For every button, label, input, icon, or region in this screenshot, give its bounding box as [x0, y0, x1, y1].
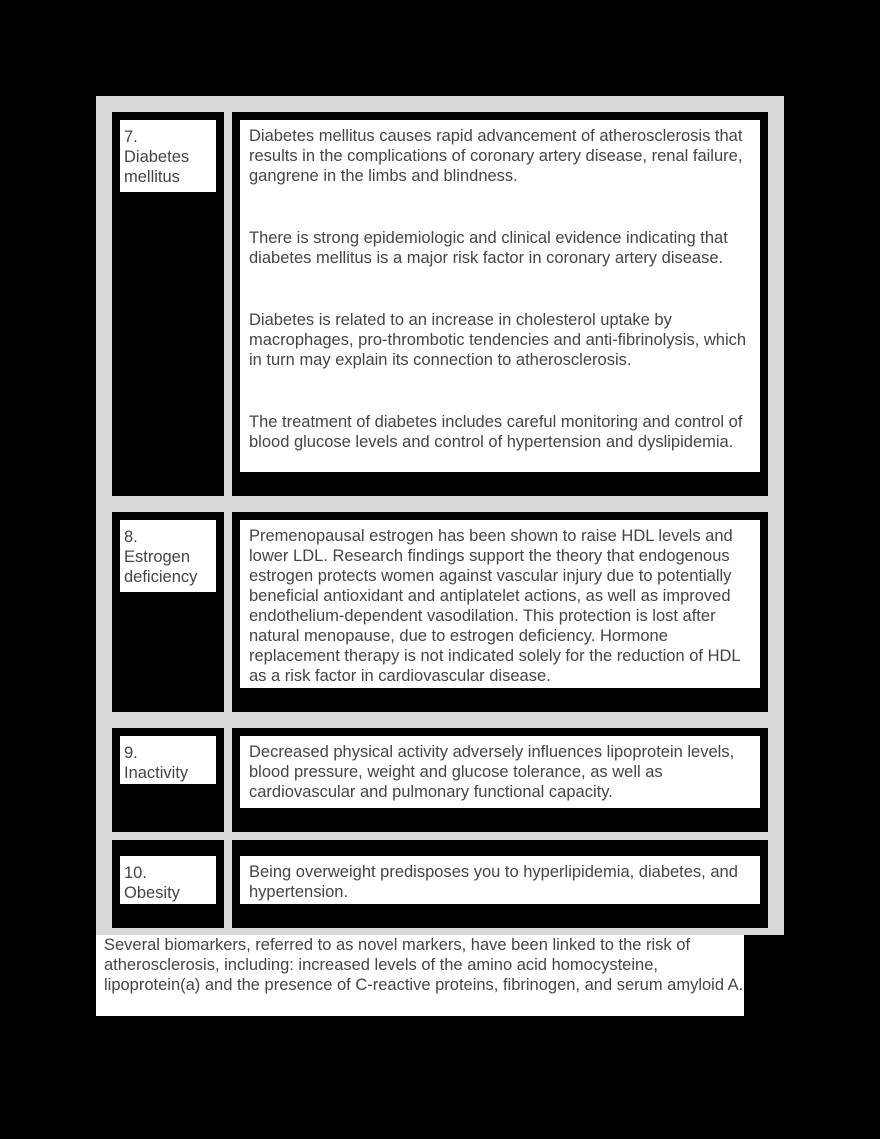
row-9-number: 9.	[124, 744, 138, 762]
row-10-content	[240, 856, 760, 904]
row-7-label	[120, 120, 216, 192]
row-10-number: 10.	[124, 864, 147, 882]
row-8-title-line-1: Estrogen	[124, 548, 191, 566]
row-9-label	[120, 736, 216, 784]
row-7-title-line-2: mellitus	[124, 168, 180, 186]
row-8-label	[120, 520, 216, 592]
row-10-label	[120, 856, 216, 904]
row-7-number: 7.	[124, 128, 138, 146]
row-10-paragraph: Being overweight predisposes you to hyperlipidemia, diabetes, and hypertension.	[249, 863, 738, 901]
row-9-content	[240, 736, 760, 808]
row-8-title-line-2: deficiency	[124, 568, 198, 586]
row-7-content	[240, 120, 760, 472]
novel-markers-note	[96, 935, 744, 1016]
row-7-paragraph: The treatment of diabetes includes careful monitoring and control of blood glucose levels and control of hypertension and dyslipidemia.	[249, 413, 743, 451]
row-7-paragraph: Diabetes is related to an increase in cholesterol uptake by macrophages, pro-thrombotic tendencies and anti-fibrinolysis, which in turn may explain its connection to atherosclerosis.	[249, 311, 747, 369]
row-9-title-line-1: Inactivity	[124, 764, 189, 782]
row-10-title-line-1: Obesity	[124, 884, 180, 902]
row-8-paragraph: Premenopausal estrogen has been shown to raise HDL levels and lower LDL. Research findings support the theory that endogenous estrogen protects women against vascular injury due to potentially beneficial antioxidant and antiplatelet actions, as well as improved endothelium-dependent vasodilation. This protection is lost after natural menopause, due to estrogen deficiency. Hormone replacement therapy is not indicated solely for the reduction of HDL as a risk factor in cardiovascular disease.	[249, 527, 740, 685]
row-7-paragraph: There is strong epidemiologic and clinical evidence indicating that diabetes mellitus is a major risk factor in coronary artery disease.	[249, 229, 728, 267]
row-9-paragraph: Decreased physical activity adversely influences lipoprotein levels, blood pressure, weight and glucose tolerance, as well as cardiovascular and pulmonary functional capacity.	[249, 743, 735, 801]
row-7-paragraph: Diabetes mellitus causes rapid advancement of atherosclerosis that results in the complications of coronary artery disease, renal failure, gangrene in the limbs and blindness.	[249, 127, 743, 185]
novel-markers-text: Several biomarkers, referred to as novel markers, have been linked to the risk of atherosclerosis, including: increased levels of the amino acid homocysteine, lipoprotein(a) and the presence of C-reactive proteins, fibrinogen, and serum amyloid A.	[104, 936, 744, 994]
row-7-title-line-1: Diabetes	[124, 148, 190, 166]
row-8-content	[240, 520, 760, 688]
row-8-number: 8.	[124, 528, 138, 546]
